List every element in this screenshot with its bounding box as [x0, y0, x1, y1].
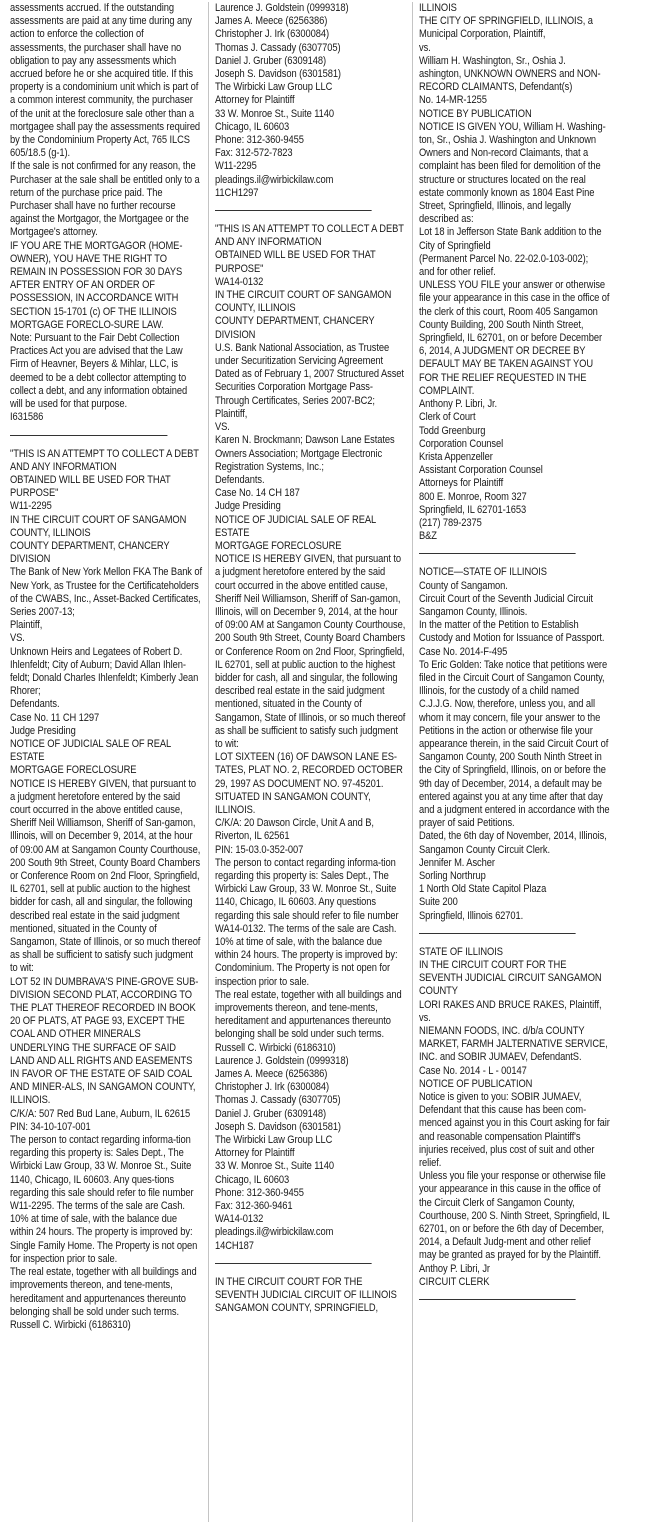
notice-text: Laurence J. Goldstein (0999318) James A. Meece (6256386) Christopher J. Irk (6300084) Thomas J. Cassady (6307705) Daniel J. Gruber (6309148) Joseph S. Davidson (6301581) The Wirbicki Law Group LLC Attorney for Plaintiff 33 W. Monroe St., Suite 1140 Chicago, IL 60603 Phone: 312-360-9455 Fax: 312-572-7823 W11-2295 pleadings.il@wirbickilaw.com 11CH1297: [215, 2, 349, 199]
notice-14-mr-1255: [419, 2, 610, 543]
notice-text: IN THE CIRCUIT COURT FOR THE SEVENTH JUDICIAL CIRCUIT OF ILLINOIS SANGAMON COUNTY, SPRINGFIELD,: [215, 1275, 397, 1315]
notice-text: assessments accrued. If the outstanding assessments are paid at any time during any action to enforce the collection of assessments, the purchaser shall have no obligation to pay any assessments which accrued before he or she acquired title. If this property is a condominium unit which is part of a common interest community, the purchaser of the unit at the foreclosure sale other than a mortgagee shall pay the assessments required by the Condominium Property Act, 765 ILCS 605/18.5 (g-1). If the sale is not confirmed for any reason, the Purchaser at the sale shall be entitled only to a return of the purchase price paid. The Purchaser shall have no further recourse against the Mortgagor, the Mortgagee or the Mortgagee's attorney. IF YOU ARE THE MORTGAGOR (HOME-OWNER), YOU HAVE THE RIGHT TO REMAIN IN POSSESSION FOR 30 DAYS AFTER ENTRY OF AN ORDER OF POSSESSION, IN ACCORDANCE WITH SECTION 15-1701 (c) OF THE ILLINOIS MORTGAGE FORECLO-SURE LAW. Note: Pursuant to the Fair Debt Collection Practices Act you are advised that the Law Firm of Heavner, Beyers & Mihlar, LLC, is deemed to be a debt collector attempting to collect a debt, and any information obtained will be used for that purpose. I631586: [10, 2, 201, 424]
notice-divider: [215, 210, 372, 211]
notice-divider: [10, 435, 167, 436]
notice-w11-2295: [10, 448, 202, 1333]
notice-text: NOTICE—STATE OF ILLINOIS County of Sangamon. Circuit Court of the Seventh Judicial Circuit Sangamon County, Illinois. In the matter of the Petition to Establish Custody and Motion for Issuance of Passport. Case No. 2014-F-495 To Eric Golden: Take notice that petitions were filed in the Circuit Court of Sangamon County, Illinois, for the custody of a child named C.J.J.G. Now, therefore, unless you, and all whom it may concern, file your answer to the Petitions in the action or otherwise file your appearance therein, in the said Circuit Court of Sangamon County, 200 South Ninth Street in the City of Springfield, Illinois, on or before the 9th day of December, 2014, a default may be entered against you at any time after that day and a judgment entered in accordance with the prayer of said Petitions. Dated, the 6th day of November, 2014, Illinois, Sangamon County Circuit Clerk. Jennifer M. Ascher Sorling Northrup 1 North Old State Capitol Plaza Suite 200 Springfield, Illinois 62701.: [419, 566, 610, 922]
notice-text: ILLINOIS THE CITY OF SPRINGFIELD, ILLINOIS, a Municipal Corporation, Plaintiff, vs. William H. Washington, Sr., Oshia J. ashington, UNKNOWN OWNERS and NON-RECORD CLAIMANTS, Defendant(s) No. 14-MR-1255 NOTICE BY PUBLICATION NOTICE IS GIVEN YOU, William H. Washing-ton, Sr., Oshia J. Washington and Unknown Owners and Non-record Claimants, that a complaint has been filed for demolition of the structure or structures located on the real estate commonly known as 1804 East Pine Street, Springfield, Illinois, and legally described as: Lot 18 in Jefferson State Bank addition to the City of Springfield (Permanent Parcel No. 22-02.0-103-002); and for other relief. UNLESS YOU FILE your answer or otherwise file your appearance in this case in the office of the clerk of this court, Room 405 Sangamon County Building, 200 South Ninth Street, Springfield, IL 62701, on or before December 6, 2014, A JUDGMENT OR DECREE BY DEFAULT MAY BE TAKEN AGAINST YOU FOR THE RELIEF REQUESTED IN THE COMPLAINT. Anthony P. Libri, Jr. Clerk of Court Todd Greenburg Corporation Counsel Krista Appenzeller Assistant Corporation Counsel Attorneys for Plaintiff 800 E. Monroe, Room 327 Springfield, IL 62701-1653 (217) 789-2375 B&Z: [419, 2, 610, 543]
notice-w11-2295-attorneys: [215, 2, 406, 200]
notice-wa14-0132: [215, 223, 406, 1253]
notice-2014-l-00147: [419, 946, 610, 1289]
column-middle: [208, 2, 412, 1522]
notice-divider: [419, 1299, 576, 1300]
notice-2014-f-495: [419, 566, 610, 922]
column-left: [4, 2, 208, 1522]
notice-springfield-demolition-start: [215, 1276, 406, 1316]
notice-text: "THIS IS AN ATTEMPT TO COLLECT A DEBT AND ANY INFORMATION OBTAINED WILL BE USED FOR THAT PURPOSE" W11-2295 IN THE CIRCUIT COURT OF SANGAMON COUNTY, ILLINOIS COUNTY DEPARTMENT, CHANCERY DIVISION The Bank of New York Mellon FKA The Bank of New York, as Trustee for the Certificateholders of the CWABS, Inc., Asset-Backed Certificates, Series 2007-13; Plaintiff, VS. Unknown Heirs and Legatees of Robert D. Ihlenfeldt; City of Auburn; David Allan Ihlen-feldt; Donald Charles Ihlenfeldt; Kimberly Jean Rhorer; Defendants. Case No. 11 CH 1297 Judge Presiding NOTICE OF JUDICIAL SALE OF REAL ESTATE MORTGAGE FORECLOSURE NOTICE IS HEREBY GIVEN, that pursuant to a judgment heretofore entered by the said court occurred in the above entitled cause, Sheriff Neil Williamson, Sheriff of San-gamon, Illinois, will on December 9, 2014, at the hour of 09:00 AM at Sangamon County Courthouse, 200 South 9th Street, County Board Chambers or Conference Room on 2nd Floor, Springfield, IL 62701, sell at public auction to the highest bidder for cash, all and singular, the following described real estate in the said judgment mentioned, situated in the County of Sangamon, State of Illinois, or so much thereof as shall be sufficient to satisfy such judgment to wit: LOT 52 IN DUMBRAVA'S PINE-GROVE SUB-DIVISION SECOND PLAT, ACCORDING TO THE PLAT THEREOF RECORDED IN BOOK 20 OF PLATS, AT PAGE 93, EXCEPT THE COAL AND OTHER MINERALS UNDERLYING THE SURFACE OF SAID LAND AND ALL RIGHTS AND EASEMENTS IN FAVOR OF THE ESTATE OF SAID COAL AND MINER-ALS, IN SANGAMON COUNTY, ILLINOIS. C/K/A: 507 Red Bud Lane, Auburn, IL 62615 PIN: 34-10-107-001 The person to contact regarding informa-tion regarding this property is: Sales Dept., The Wirbicki Law Group, 33 W. Monroe St., Suite 1140, Chicago, IL 60603. Any ques-tions regarding this sale should refer to file number W11-2295. The terms of the sale are Cash. 10% at time of sale, with the balance due within 24 hours. The property is improved by: Single Family Home. The Property is not open for inspection prior to sale. The real estate, together with all buildings and improvements thereon, and tene-ments, hereditament and appurtenances thereunto belonging shall be sold under such terms. Russell C. Wirbicki (6186310): [10, 447, 203, 1331]
notice-text: "THIS IS AN ATTEMPT TO COLLECT A DEBT AND ANY INFORMATION OBTAINED WILL BE USED FOR THAT PURPOSE" WA14-0132 IN THE CIRCUIT COURT OF SANGAMON COUNTY, ILLINOIS COUNTY DEPARTMENT, CHANCERY DIVISION U.S. Bank National Association, as Trustee under Securitization Servicing Agreement Dated as of February 1, 2007 Structured Asset Securities Corporation Mortgage Pass-Through Certificates, Series 2007-BC2; Plaintiff, VS. Karen N. Brockmann; Dawson Lane Estates Owners Association; Mortgage Electronic Registration Systems, Inc.; Defendants. Case No. 14 CH 187 Judge Presiding NOTICE OF JUDICIAL SALE OF REAL ESTATE MORTGAGE FORECLOSURE NOTICE IS HEREBY GIVEN, that pursuant to a judgment heretofore entered by the said court occurred in the above entitled cause, Sheriff Neil Williamson, Sheriff of San-gamon, Illinois, will on December 9, 2014, at the hour of 09:00 AM at Sangamon County Courthouse, 200 South 9th Street, County Board Chambers or Conference Room on 2nd Floor, Springfield, IL 62701, sell at public auction to the highest bidder for cash, all and singular, the following described real estate in the said judgment mentioned, situated in the County of Sangamon, State of Illinois, or so much thereof as shall be sufficient to satisfy such judgment to wit: LOT SIXTEEN (16) OF DAWSON LANE ES-TATES, PLAT NO. 2, RECORDED OCTOBER 29, 1997 AS DOCUMENT NO. 97-45201. SITUATED IN SANGAMON COUNTY, ILLINOIS. C/K/A: 20 Dawson Circle, Unit A and B, Riverton, IL 62561 PIN: 15-03.0-352-007 The person to contact regarding informa-tion regarding this property is: Sales Dept., The Wirbicki Law Group, 33 W. Monroe St., Suite 1140, Chicago, IL 60603. Any questions regarding this sale should refer to file number WA14-0132. The terms of the sale are Cash. 10% at time of sale, with the balance due within 24 hours. The property is improved by: Condominium. The Property is not open for inspection prior to sale. The real estate, together with all buildings and improvements thereon, and tene-ments, hereditament and appurtenances thereunto belonging shall be sold under such terms. Russell C. Wirbicki (6186310) Laurence J. Goldstein (0999318) James A. Meece (6256386) Christopher J. Irk (6300084) Thomas J. Cassady (6307705) Daniel J. Gruber (6309148) Joseph S. Davidson (6301581) The Wirbicki Law Group LLC Attorney for Plaintiff 33 W. Monroe St., Suite 1140 Chicago, IL 60603 Phone: 312-360-9455 Fax: 312-360-9461 WA14-0132 pleadings.il@wirbickilaw.com 14CH187: [215, 223, 406, 1252]
notice-divider: [419, 553, 576, 554]
column-right: [412, 2, 616, 1522]
notice-foreclosure-continued: [10, 2, 202, 425]
notice-divider: [215, 1263, 372, 1264]
notice-text: STATE OF ILLINOIS IN THE CIRCUIT COURT FOR THE SEVENTH JUDICIAL CIRCUIT SANGAMON COUNTY LORI RAKES AND BRUCE RAKES, Plaintiff, vs. NIEMANN FOODS, INC. d/b/a COUNTY MARKET, FARMH JALTERNATIVE SERVICE, INC. and SOBIR JUMAEV, DefendantS. Case No. 2014 - L - 00147 NOTICE OF PUBLICATION Notice is given to you: SOBIR JUMAEV, Defendant that this cause has been com-menced against you in this Court asking for fair and reasonable compensation Plaintiff's injuries received, plus cost of suit and other relief. Unless you file your response or otherwise file your appearance in this cause in the office of the Circuit Clerk of Sangamon County, Courthouse, 200 S. Ninth Street, Springfield, IL 62701, on or before the 6th day of December, 2014, a Default Judg-ment and other relief may be granted as prayed for by the Plaintiff. Anthoy P. Libri, Jr CIRCUIT CLERK: [419, 945, 610, 1288]
notice-divider: [419, 933, 576, 934]
